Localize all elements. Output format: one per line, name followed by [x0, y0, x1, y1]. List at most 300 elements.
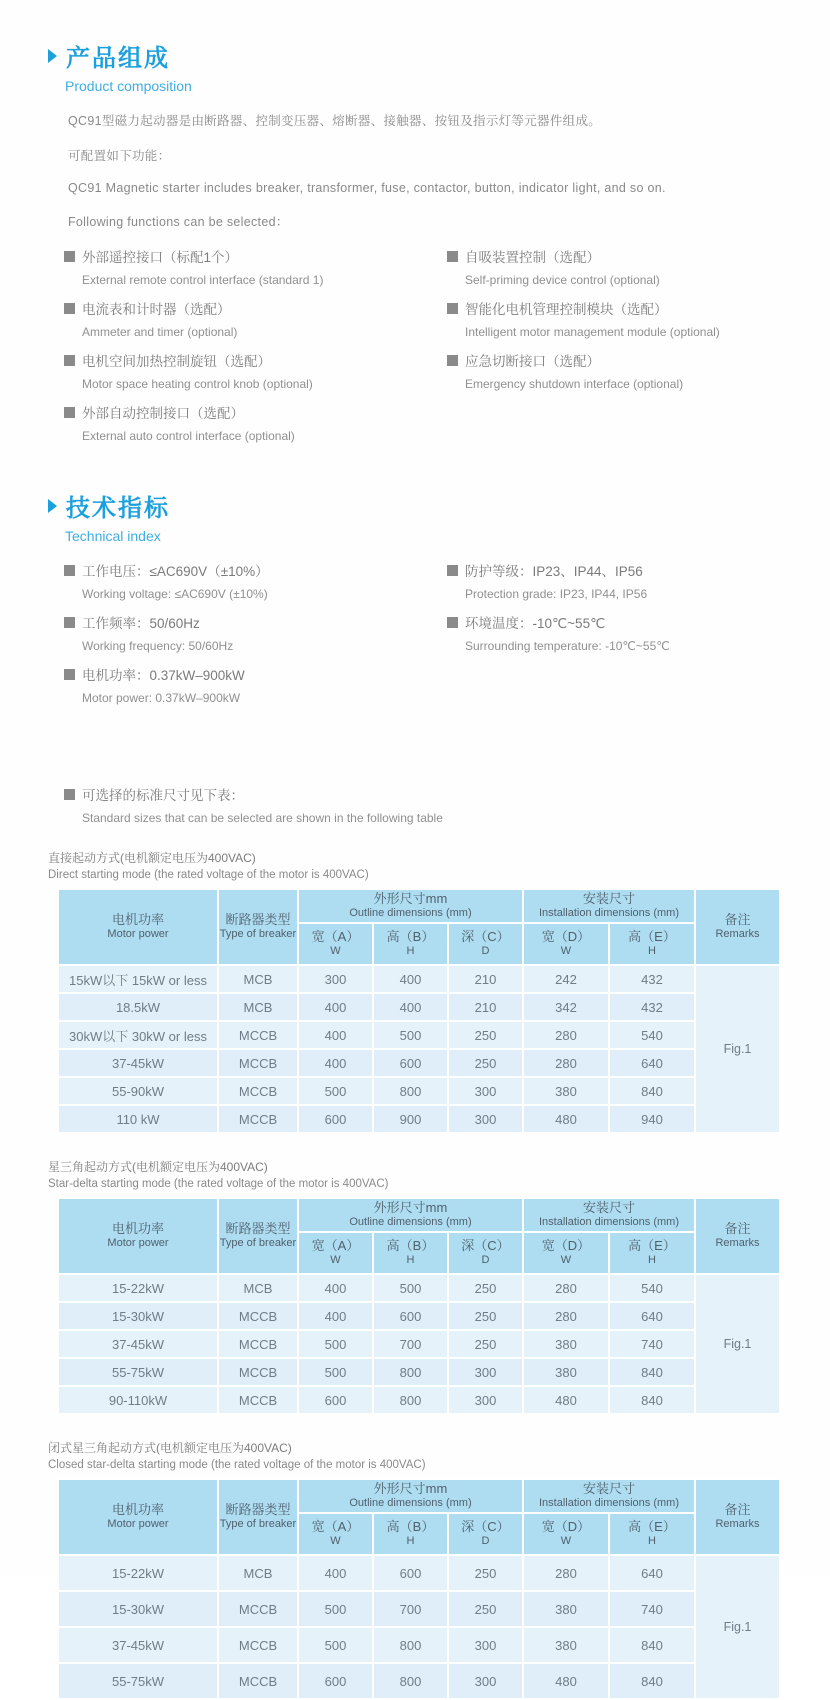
table-row: [58, 1077, 780, 1105]
bullet-square-icon: [64, 617, 75, 628]
cell-motor-power: 15-22kW: [58, 1555, 218, 1591]
spec-list: [64, 560, 780, 716]
col-remarks-zh: 备注: [724, 1502, 751, 1517]
intro-paragraph2-zh: 可配置如下功能：: [68, 149, 171, 163]
table-row: [58, 1627, 780, 1663]
feature-item: [447, 350, 780, 391]
cell-dimension: 280: [523, 1302, 609, 1330]
cell-dimension: 280: [523, 1021, 609, 1049]
col-remarks-zh: 备注: [724, 1221, 751, 1236]
spec-zh-line: [64, 560, 447, 580]
subcol-h-zh: 高（B）: [386, 929, 435, 944]
colgroup-installation-dimensions-zh: 安装尺寸: [582, 1200, 635, 1215]
subcol-h: [373, 1513, 448, 1555]
cell-remark: Fig.1: [695, 965, 780, 1133]
cell-dimension: 480: [523, 1105, 609, 1133]
cell-dimension: 540: [609, 1274, 695, 1302]
col-motor-power-zh: 电机功率: [111, 912, 164, 927]
cell-motor-power: 55-90kW: [58, 1077, 218, 1105]
cell-dimension: 840: [609, 1663, 695, 1699]
colgroup-outline-dimensions-en: Outline dimensions (mm): [349, 907, 472, 920]
spec-text-en: Protection grade: IP23, IP44, IP56: [465, 587, 648, 601]
cell-motor-power: 55-75kW: [58, 1358, 218, 1386]
intro-paragraph2-en: Following functions can be selected：: [68, 215, 289, 229]
bullet-square-icon: [64, 407, 75, 418]
col-remarks-en: Remarks: [715, 928, 760, 941]
feature-zh-line: [64, 402, 447, 422]
table-title-en: Direct starting mode (the rated voltage of the motor is 400VAC): [48, 869, 369, 881]
subcol-h-zh: 高（E）: [628, 929, 676, 944]
spec-item: [64, 664, 447, 705]
cell-dimension: 800: [373, 1077, 448, 1105]
cell-dimension: 600: [373, 1049, 448, 1077]
table-row: [58, 1386, 780, 1414]
cell-dimension: 400: [298, 1274, 373, 1302]
feature-column-right: [447, 246, 780, 454]
subcol-w-en: W: [560, 1254, 572, 1267]
subcol-w-en: W: [330, 1535, 341, 1548]
col-breaker-type: [218, 1479, 298, 1555]
table-title-zh: 闭式星三角起动方式(电机额定电压为400VAC): [48, 1441, 292, 1455]
section-technical-index: [48, 488, 780, 716]
spec-text-en: Working frequency: 50/60Hz: [82, 639, 234, 653]
colgroup-outline-dimensions-zh: 外形尺寸mm: [373, 1200, 448, 1215]
col-remarks-en: Remarks: [715, 1237, 760, 1250]
colgroup-installation-dimensions-en: Installation dimensions (mm): [539, 1497, 679, 1510]
bullet-square-icon: [447, 251, 458, 262]
cell-dimension: 800: [373, 1358, 448, 1386]
table-row: [58, 1049, 780, 1077]
cell-motor-power: 15-22kW: [58, 1274, 218, 1302]
table-row: [58, 965, 780, 993]
cell-dimension: 500: [298, 1358, 373, 1386]
subcol-h-zh: 高（E）: [628, 1519, 676, 1534]
spec-text-en: Working voltage: ≤AC690V (±10%): [82, 587, 268, 601]
cell-motor-power: 90-110kW: [58, 1386, 218, 1414]
col-motor-power-zh: 电机功率: [111, 1221, 164, 1236]
subcol-d-en: D: [481, 1535, 490, 1548]
colgroup-outline-dimensions-zh: 外形尺寸mm: [373, 1481, 448, 1496]
cell-dimension: 500: [298, 1330, 373, 1358]
subcol-w-en: W: [330, 1254, 341, 1267]
colgroup-outline-dimensions-en: Outline dimensions (mm): [349, 1497, 472, 1510]
subcol-w-zh: 宽（A）: [311, 1519, 360, 1534]
cell-dimension: 480: [523, 1386, 609, 1414]
col-motor-power: [58, 889, 218, 965]
subcol-h: [609, 923, 695, 965]
cell-dimension: 300: [448, 1663, 523, 1699]
cell-dimension: 250: [448, 1591, 523, 1627]
spec-text-zh: 工作频率：50/60Hz: [82, 616, 200, 631]
cell-dimension: 400: [373, 965, 448, 993]
subcol-d-zh: 深（C）: [461, 1238, 510, 1253]
cell-dimension: 740: [609, 1330, 695, 1358]
subcol-h-zh: 高（E）: [628, 1238, 676, 1253]
cell-dimension: 600: [298, 1663, 373, 1699]
cell-motor-power: 15kW以下 15kW or less: [58, 965, 218, 993]
spec-item: [447, 612, 780, 653]
bullet-square-icon: [64, 789, 75, 800]
subcol-h-zh: 高（B）: [386, 1519, 435, 1534]
feature-item: [64, 402, 447, 443]
cell-dimension: 300: [448, 1627, 523, 1663]
col-remarks: [695, 1479, 780, 1555]
feature-text-en: Self-priming device control (optional): [465, 273, 660, 287]
col-remarks: [695, 889, 780, 965]
standard-size-note: [64, 784, 780, 825]
cell-dimension: 500: [298, 1077, 373, 1105]
cell-motor-power: 30kW以下 30kW or less: [58, 1021, 218, 1049]
cell-dimension: 400: [298, 1555, 373, 1591]
col-breaker-type-zh: 断路器类型: [225, 912, 291, 927]
subcol-h-en: H: [648, 1254, 656, 1267]
feature-text-zh: 智能化电机管理控制模块（选配）: [465, 302, 668, 317]
subcol-w-zh: 宽（D）: [541, 1238, 591, 1253]
section-arrow-icon: [48, 499, 57, 513]
feature-zh-line: [447, 246, 780, 266]
spec-item: [64, 612, 447, 653]
subcol-d-zh: 深（C）: [461, 1519, 510, 1534]
table-row: [58, 993, 780, 1021]
colgroup-installation-dimensions-en: Installation dimensions (mm): [539, 907, 679, 920]
spec-column-right: [447, 560, 780, 716]
spec-text-zh: 电机功率：0.37kW–900kW: [82, 668, 245, 683]
bullet-square-icon: [447, 303, 458, 314]
spec-item: [447, 560, 780, 601]
subcol-w: [523, 1232, 609, 1274]
intro-paragraph-en: QC91 Magnetic starter includes breaker, transformer, fuse, contactor, button, indicator light, and so on.: [68, 181, 666, 195]
table-header-group-row: [58, 889, 780, 923]
subcol-h: [609, 1232, 695, 1274]
col-breaker-type: [218, 1198, 298, 1274]
cell-breaker-type: MCCB: [218, 1021, 298, 1049]
section-subtitle: Product composition: [65, 78, 192, 94]
cell-dimension: 800: [373, 1386, 448, 1414]
cell-motor-power: 15-30kW: [58, 1302, 218, 1330]
cell-dimension: 400: [298, 1021, 373, 1049]
cell-dimension: 300: [448, 1386, 523, 1414]
feature-item: [64, 350, 447, 391]
spec-zh-line: [447, 612, 780, 632]
cell-breaker-type: MCCB: [218, 1627, 298, 1663]
col-breaker-type-en: Type of breaker: [219, 1518, 297, 1531]
feature-zh-line: [64, 350, 447, 370]
subcol-w: [523, 923, 609, 965]
spec-column-left: [64, 560, 447, 716]
cell-dimension: 280: [523, 1274, 609, 1302]
subcol-w-en: W: [560, 1535, 572, 1548]
table-row: [58, 1358, 780, 1386]
feature-zh-line: [64, 246, 447, 266]
colgroup-installation-dimensions-zh: 安装尺寸: [582, 1481, 635, 1496]
cell-breaker-type: MCCB: [218, 1663, 298, 1699]
subcol-w: [523, 1513, 609, 1555]
table-title-zh: 星三角起动方式(电机额定电压为400VAC): [48, 1160, 268, 1174]
cell-breaker-type: MCCB: [218, 1358, 298, 1386]
cell-dimension: 600: [373, 1555, 448, 1591]
table-row: [58, 1274, 780, 1302]
bullet-square-icon: [64, 669, 75, 680]
section-title: 产品组成: [66, 45, 170, 72]
dimension-table-block: [48, 1439, 780, 1700]
cell-dimension: 300: [448, 1077, 523, 1105]
feature-text-en: Ammeter and timer (optional): [82, 325, 238, 339]
feature-text-en: Intelligent motor management module (optional): [465, 325, 720, 339]
cell-breaker-type: MCB: [218, 965, 298, 993]
cell-dimension: 380: [523, 1077, 609, 1105]
cell-motor-power: 15-30kW: [58, 1591, 218, 1627]
section-heading: [48, 488, 780, 523]
feature-zh-line: [64, 298, 447, 318]
subcol-h-zh: 高（B）: [386, 1238, 435, 1253]
colgroup-outline-dimensions: [298, 1479, 523, 1513]
table-row: [58, 1591, 780, 1627]
spec-zh-line: [447, 560, 780, 580]
cell-remark: Fig.1: [695, 1555, 780, 1699]
feature-list: [64, 246, 780, 454]
spec-text-en: Motor power: 0.37kW–900kW: [82, 691, 241, 705]
cell-dimension: 400: [298, 993, 373, 1021]
feature-item: [64, 246, 447, 287]
cell-dimension: 600: [298, 1386, 373, 1414]
cell-motor-power: 37-45kW: [58, 1330, 218, 1358]
spec-item: [64, 560, 447, 601]
table-row: [58, 1105, 780, 1133]
bullet-square-icon: [447, 355, 458, 366]
colgroup-installation-dimensions: [523, 1198, 695, 1232]
subcol-h: [609, 1513, 695, 1555]
cell-breaker-type: MCB: [218, 993, 298, 1021]
section-heading: [48, 38, 780, 73]
col-remarks-zh: 备注: [724, 912, 751, 927]
bullet-square-icon: [447, 617, 458, 628]
subcol-w: [298, 1232, 373, 1274]
feature-text-zh: 电流表和计时器（选配）: [82, 302, 231, 317]
bullet-square-icon: [64, 355, 75, 366]
note-text-zh: 可选择的标准尺寸见下表：: [82, 788, 244, 803]
colgroup-installation-dimensions-en: Installation dimensions (mm): [539, 1216, 679, 1229]
bullet-square-icon: [447, 565, 458, 576]
subcol-h-en: H: [406, 1254, 415, 1267]
subcol-h: [373, 1232, 448, 1274]
cell-dimension: 400: [373, 993, 448, 1021]
table-header-group-row: [58, 1198, 780, 1232]
feature-column-left: [64, 246, 447, 454]
intro-paragraph-zh: QC91型磁力起动器是由断路器、控制变压器、熔断器、接触器、按钮及指示灯等元器件组成。: [68, 114, 602, 128]
cell-dimension: 280: [523, 1555, 609, 1591]
table-row: [58, 1663, 780, 1699]
cell-dimension: 800: [373, 1627, 448, 1663]
subcol-h-en: H: [406, 945, 415, 958]
cell-dimension: 250: [448, 1274, 523, 1302]
feature-text-en: Emergency shutdown interface (optional): [465, 377, 684, 391]
bullet-square-icon: [64, 565, 75, 576]
subcol-h-en: H: [406, 1535, 415, 1548]
subcol-w-en: W: [560, 945, 572, 958]
cell-breaker-type: MCB: [218, 1274, 298, 1302]
cell-dimension: 640: [609, 1302, 695, 1330]
cell-dimension: 400: [298, 1302, 373, 1330]
feature-item: [447, 298, 780, 339]
table-title-en: Closed star-delta starting mode (the rated voltage of the motor is 400VAC): [48, 1459, 426, 1471]
table-row: [58, 1021, 780, 1049]
col-breaker-type-en: Type of breaker: [219, 1237, 297, 1250]
cell-remark: Fig.1: [695, 1274, 780, 1414]
cell-dimension: 840: [609, 1358, 695, 1386]
feature-text-en: Motor space heating control knob (optional): [82, 377, 313, 391]
section-subtitle: Technical index: [65, 528, 161, 544]
cell-dimension: 540: [609, 1021, 695, 1049]
col-motor-power: [58, 1198, 218, 1274]
cell-dimension: 432: [609, 965, 695, 993]
spec-text-en: Surrounding temperature: -10℃~55℃: [465, 639, 670, 653]
colgroup-installation-dimensions: [523, 889, 695, 923]
subcol-w-zh: 宽（D）: [541, 929, 591, 944]
table-title-zh: 直接起动方式(电机额定电压为400VAC): [48, 851, 256, 865]
bullet-square-icon: [64, 251, 75, 262]
cell-dimension: 250: [448, 1021, 523, 1049]
cell-dimension: 210: [448, 993, 523, 1021]
cell-dimension: 242: [523, 965, 609, 993]
cell-dimension: 840: [609, 1386, 695, 1414]
cell-dimension: 500: [298, 1591, 373, 1627]
dimension-table-block: [48, 849, 780, 1134]
cell-dimension: 500: [373, 1021, 448, 1049]
subcol-d: [448, 1513, 523, 1555]
cell-dimension: 300: [448, 1105, 523, 1133]
cell-dimension: 300: [448, 1358, 523, 1386]
col-breaker-type: [218, 889, 298, 965]
cell-breaker-type: MCCB: [218, 1330, 298, 1358]
subcol-w-zh: 宽（A）: [311, 929, 360, 944]
subcol-d: [448, 1232, 523, 1274]
cell-dimension: 640: [609, 1049, 695, 1077]
cell-motor-power: 55-75kW: [58, 1663, 218, 1699]
dimension-table-block: [48, 1158, 780, 1415]
cell-dimension: 480: [523, 1663, 609, 1699]
feature-text-zh: 自吸装置控制（选配）: [465, 250, 600, 265]
cell-dimension: 640: [609, 1555, 695, 1591]
feature-text-zh: 外部自动控制接口（选配）: [82, 406, 244, 421]
col-remarks-en: Remarks: [715, 1518, 760, 1531]
cell-dimension: 380: [523, 1330, 609, 1358]
subcol-d-en: D: [481, 1254, 490, 1267]
cell-dimension: 210: [448, 965, 523, 993]
col-motor-power: [58, 1479, 218, 1555]
spec-text-zh: 环境温度：-10℃~55℃: [465, 616, 606, 631]
colgroup-installation-dimensions-zh: 安装尺寸: [582, 891, 635, 906]
feature-item: [447, 246, 780, 287]
dimension-table: [57, 888, 781, 1134]
feature-text-zh: 电机空间加热控制旋钮（选配）: [82, 354, 271, 369]
colgroup-outline-dimensions-en: Outline dimensions (mm): [349, 1216, 472, 1229]
cell-motor-power: 110 kW: [58, 1105, 218, 1133]
bullet-square-icon: [64, 303, 75, 314]
col-remarks: [695, 1198, 780, 1274]
feature-zh-line: [447, 350, 780, 370]
cell-dimension: 940: [609, 1105, 695, 1133]
cell-dimension: 700: [373, 1591, 448, 1627]
spec-zh-line: [64, 664, 447, 684]
cell-dimension: 500: [373, 1274, 448, 1302]
dimension-tables: [48, 849, 780, 1700]
feature-text-en: External remote control interface (standard 1): [82, 273, 324, 287]
col-motor-power-en: Motor power: [107, 1518, 169, 1531]
note-text-en: Standard sizes that can be selected are shown in the following table: [82, 811, 443, 825]
spec-text-zh: 工作电压：≤AC690V（±10%）: [82, 564, 269, 579]
cell-breaker-type: MCCB: [218, 1049, 298, 1077]
cell-dimension: 600: [373, 1302, 448, 1330]
cell-motor-power: 37-45kW: [58, 1049, 218, 1077]
dimension-table: [57, 1478, 781, 1700]
cell-breaker-type: MCCB: [218, 1386, 298, 1414]
subcol-d-en: D: [481, 945, 490, 958]
cell-motor-power: 37-45kW: [58, 1627, 218, 1663]
feature-item: [64, 298, 447, 339]
cell-dimension: 280: [523, 1049, 609, 1077]
subcol-w: [298, 1513, 373, 1555]
cell-dimension: 700: [373, 1330, 448, 1358]
cell-dimension: 380: [523, 1591, 609, 1627]
cell-dimension: 342: [523, 993, 609, 1021]
spec-zh-line: [64, 612, 447, 632]
cell-dimension: 840: [609, 1627, 695, 1663]
cell-dimension: 740: [609, 1591, 695, 1627]
colgroup-installation-dimensions: [523, 1479, 695, 1513]
feature-text-en: External auto control interface (optional): [82, 429, 295, 443]
dimension-table: [57, 1197, 781, 1415]
col-breaker-type-zh: 断路器类型: [225, 1502, 291, 1517]
feature-text-zh: 外部遥控接口（标配1个）: [82, 250, 239, 265]
cell-motor-power: 18.5kW: [58, 993, 218, 1021]
subcol-w: [298, 923, 373, 965]
col-motor-power-en: Motor power: [107, 1237, 169, 1250]
feature-zh-line: [447, 298, 780, 318]
table-title-en: Star-delta starting mode (the rated voltage of the motor is 400VAC): [48, 1178, 389, 1190]
cell-dimension: 500: [298, 1627, 373, 1663]
cell-dimension: 380: [523, 1358, 609, 1386]
cell-breaker-type: MCCB: [218, 1077, 298, 1105]
cell-dimension: 250: [448, 1049, 523, 1077]
cell-dimension: 800: [373, 1663, 448, 1699]
cell-dimension: 250: [448, 1330, 523, 1358]
table-row: [58, 1555, 780, 1591]
cell-dimension: 840: [609, 1077, 695, 1105]
table-row: [58, 1302, 780, 1330]
cell-dimension: 600: [298, 1105, 373, 1133]
subcol-d: [448, 923, 523, 965]
cell-dimension: 380: [523, 1627, 609, 1663]
subcol-w-en: W: [330, 945, 341, 958]
subcol-h-en: H: [648, 1535, 656, 1548]
table-header-group-row: [58, 1479, 780, 1513]
subcol-d-zh: 深（C）: [461, 929, 510, 944]
col-breaker-type-en: Type of breaker: [219, 928, 297, 941]
subcol-h-en: H: [648, 945, 656, 958]
cell-dimension: 900: [373, 1105, 448, 1133]
spec-text-zh: 防护等级：IP23、IP44、IP56: [465, 564, 643, 579]
section-product-composition: [48, 38, 780, 454]
cell-breaker-type: MCCB: [218, 1105, 298, 1133]
colgroup-outline-dimensions-zh: 外形尺寸mm: [373, 891, 448, 906]
section-arrow-icon: [48, 49, 57, 63]
colgroup-outline-dimensions: [298, 889, 523, 923]
cell-dimension: 300: [298, 965, 373, 993]
subcol-w-zh: 宽（D）: [541, 1519, 591, 1534]
subcol-h: [373, 923, 448, 965]
table-row: [58, 1330, 780, 1358]
subcol-w-zh: 宽（A）: [311, 1238, 360, 1253]
